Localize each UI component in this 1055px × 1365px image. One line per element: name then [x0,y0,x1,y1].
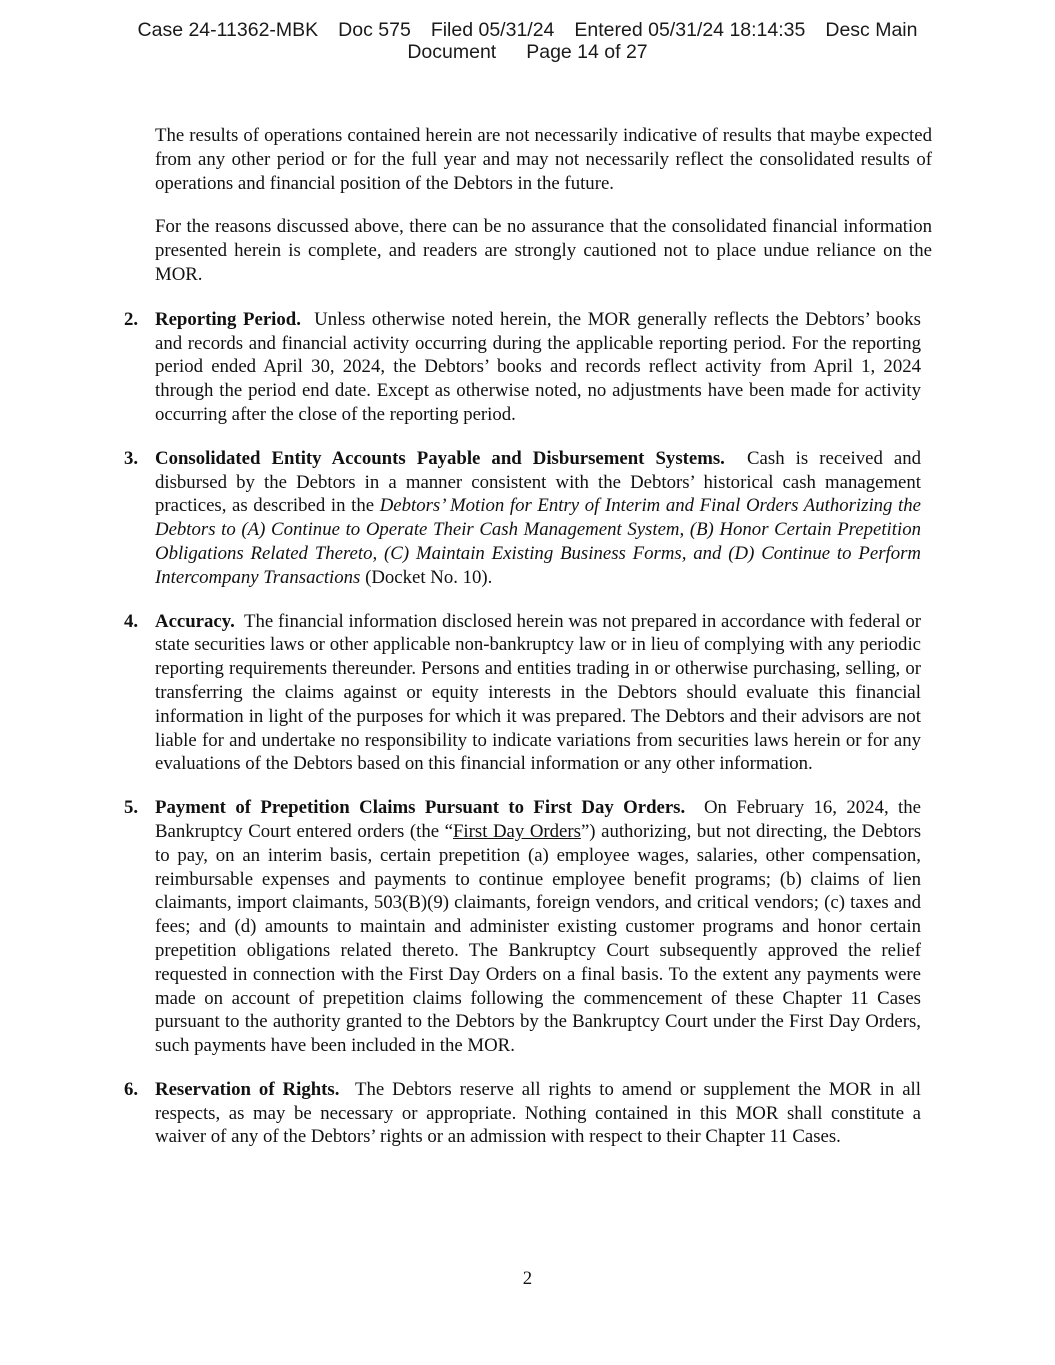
intro-paragraph: The results of operations contained herein are not necessarily indicative of results that maybe expected from any other period or for the full year and may not necessarily reflect the consolidated results of operations and financial position of the Debtors in the future. [155,125,932,194]
motion-title: Debtors’ Motion for Entry of Interim and Final Orders Authorizing the Debtors to (A) Continue to Operate Their Cash Management System, (B) Honor Certain Prepetition Obligations Related Thereto, (C) Maintain Existing Business Forms, and (D) Continue to Perform Intercompany Transactions [155,495,922,588]
item-body: On February 16, 2024, the Bankruptcy Court entered orders (the “ [155,797,921,842]
item-number: 4. [124,610,139,632]
doc-number: Doc 575 [338,19,411,41]
filed-date: Filed 05/31/24 [430,19,555,41]
item-body-end: (Docket No. 10). [365,566,493,588]
document-label: Document [407,41,497,63]
item-number: 3. [124,447,139,469]
item-reporting-period [124,308,921,427]
item-body: Cash is received and disbursed by the Debtors in a manner consistent with the Debtors’ historical cash management practices, as described in the [155,447,922,517]
case-header-line-2 [0,41,1055,63]
item-consolidated-entity [124,447,922,590]
item-text [155,610,921,777]
case-header [0,19,1055,63]
page-number: 2 [522,1268,533,1289]
defined-term: First Day Orders [452,820,581,842]
item-heading: Accuracy. [155,610,235,632]
intro-paragraph: For the reasons discussed above, there can be no assurance that the consolidated financial information presented herein is complete, and readers are strongly cautioned not to place undue reliance on the MOR. [155,216,932,285]
item-payment-prepetition-claims [124,796,922,1058]
item-body-end: ”) authorizing, but not directing, the Debtors to pay, on an interim basis, certain prepetition (a) employee wages, salaries, other compensation, reimbursable expenses and payments to continue employee benefit programs; (b) claims of lien claimants, import claimants, 503(B)(9) claimants, foreign vendors, and critical vendors; (c) taxes and fees; and (d) amounts to maintain and administer existing customer programs and honor certain prepetition obligations related thereto. The Bankruptcy Court subsequently approved the relief requested in connection with the First Day Orders on a final basis. To the extent any payments were made on account of prepetition claims following the commencement of these Chapter 11 Cases pursuant to the authority granted to the Debtors by the Bankruptcy Court under the First Day Orders, such payments have been included in the MOR. [155,820,922,1057]
case-number: Case 24-11362-MBK [137,19,319,41]
entered-date: Entered 05/31/24 18:14:35 [574,19,806,41]
item-text [155,308,921,427]
case-header-line-1 [0,19,1055,41]
item-heading: Payment of Prepetition Claims Pursuant to First Day Orders. [155,797,686,819]
item-heading: Consolidated Entity Accounts Payable and Disbursement Systems. [155,447,725,469]
item-body: The Debtors reserve all rights to amend or supplement the MOR in all respects, as may be necessary or appropriate. Nothing contained in this MOR shall constitute a waiver of any of the Debtors’ rights or an admission with respect to their Chapter 11 Cases. [155,1078,921,1148]
item-body: Unless otherwise noted herein, the MOR generally reflects the Debtors’ books and records and financial activity occurring during the applicable reporting period. For the reporting period ended April 30, 2024, the Debtors’ books and records reflect activity from April 1, 2024 through the period end date. Except as otherwise noted, no adjustments have been made for activity occurring after the close of the reporting period. [155,308,921,425]
item-number: 6. [124,1078,139,1100]
item-heading: Reporting Period. [155,308,301,330]
item-text [155,796,921,1058]
item-text [155,1078,921,1149]
document-body [0,124,1055,1169]
item-accuracy [124,610,921,777]
item-number: 5. [124,797,139,819]
item-reservation-of-rights [124,1078,921,1149]
item-text [155,447,921,590]
item-heading: Reservation of Rights. [155,1078,340,1100]
desc-main: Desc Main [825,19,918,41]
item-number: 2. [124,308,139,330]
item-body: The financial information disclosed herein was not prepared in accordance with federal or state securities laws or other applicable non-bankruptcy law or in lieu of complying with any periodic reporting requirements thereunder. Persons and entities trading in or otherwise purchasing, selling, or transferring the claims against or equity interests in the Debtors should evaluate this financial information in light of the purposes for which it was prepared. The Debtors and their advisors are not liable for and undertake no responsibility to indicate variations from securities laws herein or for any evaluations of the Debtors based on this financial information or any other information. [155,610,921,775]
page-of-label: Page 14 of 27 [526,41,648,63]
